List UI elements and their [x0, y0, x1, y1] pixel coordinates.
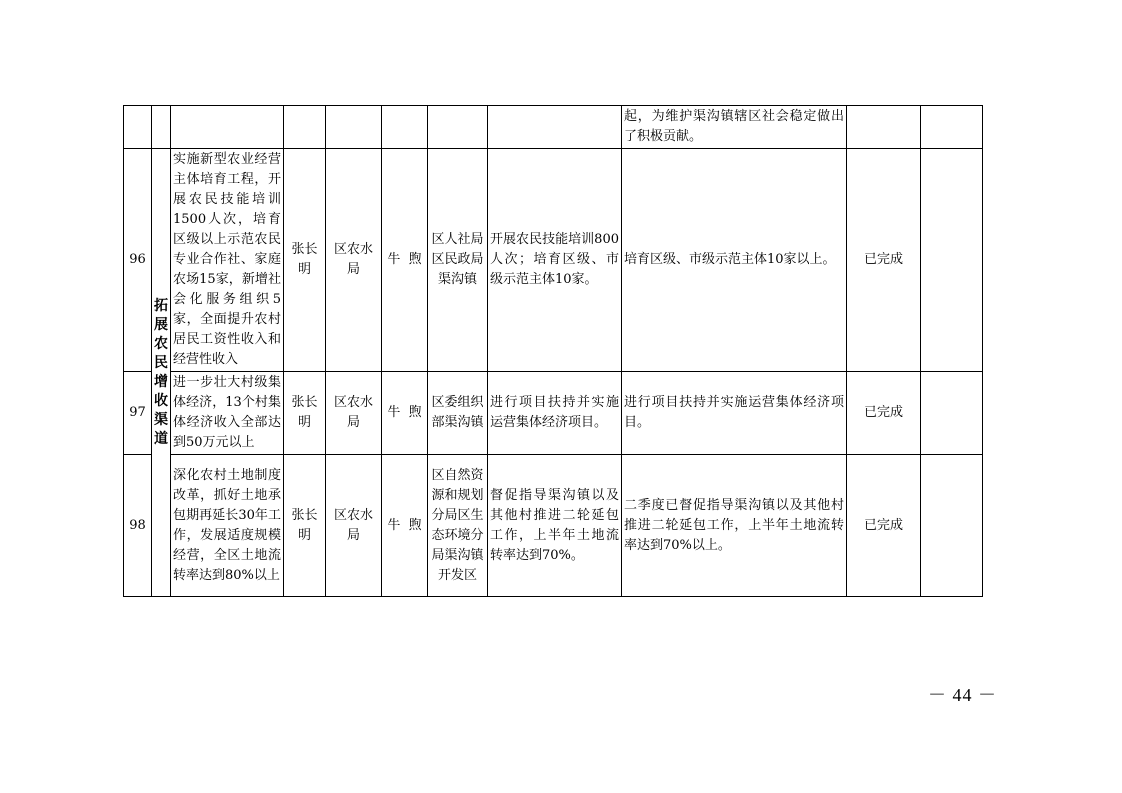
- lead-dept-cell: [326, 106, 382, 149]
- lead-dept-cell: 区农水局: [326, 149, 382, 372]
- leader-cell: 张长明: [284, 455, 326, 597]
- progress-cell: 起，为维护渠沟镇辖区社会稳定做出了积极贡献。: [622, 106, 847, 149]
- partners-cell: 区人社局区民政局渠沟镇: [428, 149, 488, 372]
- progress-cell: 培育区级、市级示范主体10家以上。: [622, 149, 847, 372]
- target-cell: [488, 106, 622, 149]
- table-row: [124, 455, 983, 597]
- category-cell-top: [152, 106, 171, 149]
- progress-cell: 二季度已督促指导渠沟镇以及其他村推进二轮延包工作，上半年土地流转率达到70%以上。: [622, 455, 847, 597]
- seq-cell: 98: [124, 455, 152, 597]
- leader-cell: 张长明: [284, 372, 326, 455]
- table-row: [124, 149, 983, 372]
- content-cell: [171, 106, 284, 149]
- status-cell: 已完成: [847, 149, 921, 372]
- contact-cell: [382, 106, 428, 149]
- category-cell: 拓 展 农 民 增 收 渠 道: [152, 149, 171, 597]
- remark-cell: [921, 372, 983, 455]
- remark-cell: [921, 149, 983, 372]
- seq-cell: 96: [124, 149, 152, 372]
- partners-cell: [428, 106, 488, 149]
- progress-cell: 进行项目扶持并实施运营集体经济项目。: [622, 372, 847, 455]
- seq-cell: 97: [124, 372, 152, 455]
- leader-cell: 张长明: [284, 149, 326, 372]
- content-cell: 实施新型农业经营主体培育工程，开展农民技能培训1500人次，培育区级以上示范农民专业合作社、家庭农场15家，新增社会化服务组织5家，全面提升农村居民工资性收入和经营性收入: [171, 149, 284, 372]
- remark-cell: [921, 106, 983, 149]
- leader-cell: [284, 106, 326, 149]
- target-cell: 督促指导渠沟镇以及其他村推进二轮延包工作，上半年土地流转率达到70%。: [488, 455, 622, 597]
- status-cell: [847, 106, 921, 149]
- target-cell: 进行项目扶持并实施运营集体经济项目。: [488, 372, 622, 455]
- seq-cell: [124, 106, 152, 149]
- table-row: [124, 372, 983, 455]
- status-cell: 已完成: [847, 372, 921, 455]
- contact-cell: 牛 煦: [382, 149, 428, 372]
- partners-cell: 区委组织部渠沟镇: [428, 372, 488, 455]
- target-cell: 开展农民技能培训800人次；培育区级、市级示范主体10家。: [488, 149, 622, 372]
- remark-cell: [921, 455, 983, 597]
- status-cell: 已完成: [847, 455, 921, 597]
- contact-cell: 牛 煦: [382, 455, 428, 597]
- task-table: [123, 105, 983, 597]
- table-row: [124, 106, 983, 149]
- content-cell: 进一步壮大村级集体经济，13个村集体经济收入全部达到50万元以上: [171, 372, 284, 455]
- lead-dept-cell: 区农水局: [326, 455, 382, 597]
- contact-cell: 牛 煦: [382, 372, 428, 455]
- page-number: － 44 －: [928, 685, 997, 705]
- partners-cell: 区自然资源和规划分局区生态环境分局渠沟镇开发区: [428, 455, 488, 597]
- content-cell: 深化农村土地制度改革，抓好土地承包期再延长30年工作，发展适度规模经营，全区土地流转率达到80%以上: [171, 455, 284, 597]
- lead-dept-cell: 区农水局: [326, 372, 382, 455]
